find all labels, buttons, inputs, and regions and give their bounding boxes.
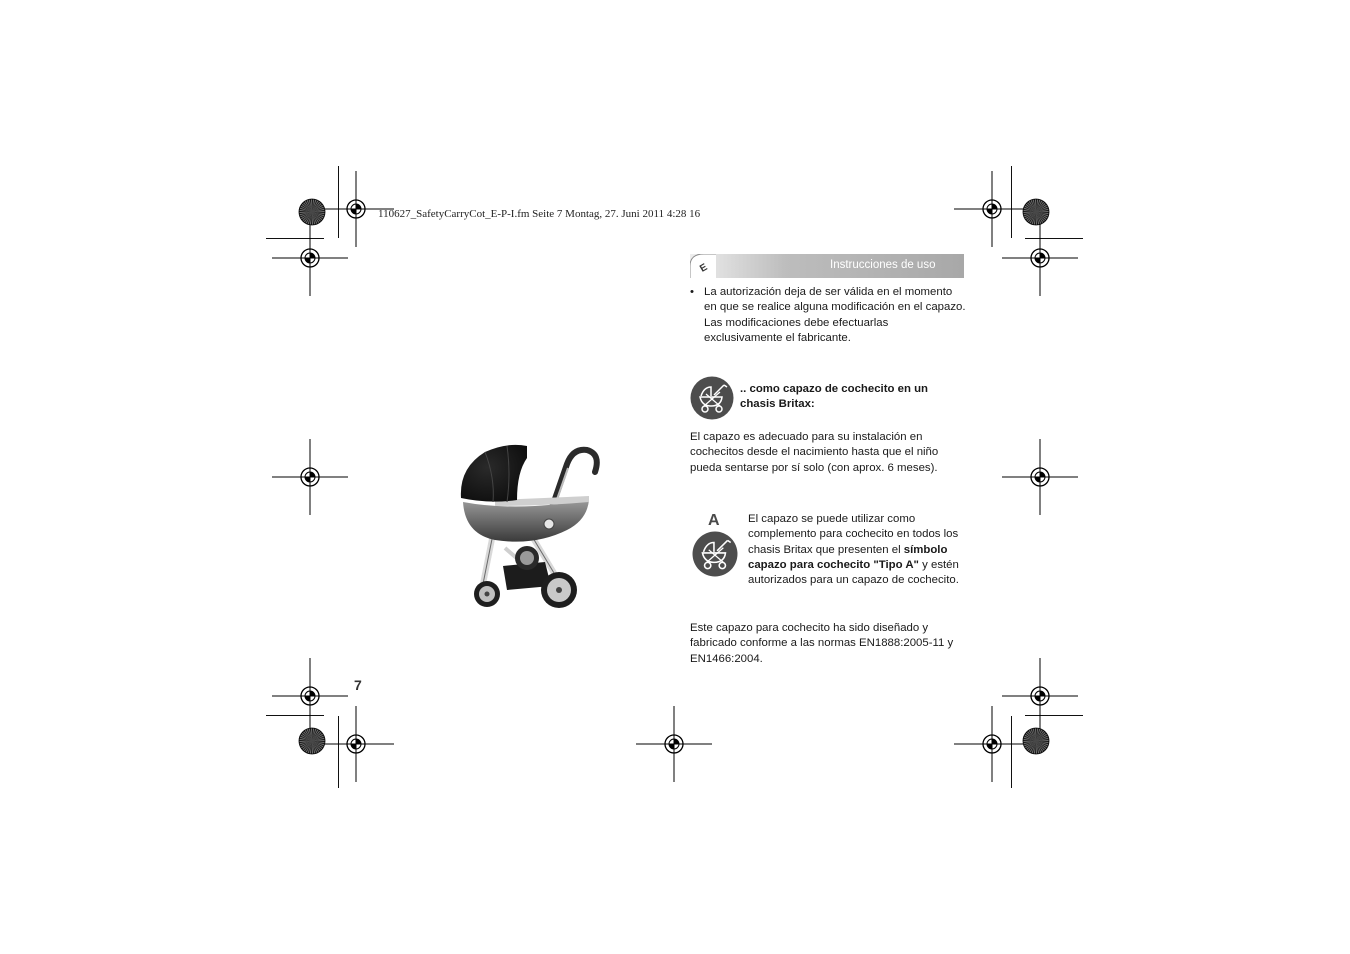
bullet-marker: • (690, 286, 694, 298)
type-a-text-after: y estén autorizados para un capazo de cochecito. (748, 558, 959, 587)
paragraph-norms: Este capazo para cochecito ha sido diseñado y fabricado conforme a las normas EN1888:2005-11 y EN1466:2004. (690, 622, 954, 665)
bullet-text: La autorización deja de ser válida en el momento en que se realice alguna modificación en el capazo. Las modificaciones debe efectuarlas exclusivamente el fabricante. (704, 286, 966, 344)
section-title: Instrucciones de uso (830, 259, 936, 271)
starburst-calibration-icon (1022, 727, 1050, 755)
pram-type-a-icon (692, 531, 738, 577)
type-a-text-bold: símbolo capazo para cochecito "Tipo A" (748, 543, 948, 571)
section-heading: .. como capazo de cochecito en un chasis Britax: (740, 383, 928, 411)
type-a-badge-letter: A (708, 512, 720, 529)
bullet-item (690, 285, 966, 346)
starburst-calibration-icon (298, 727, 326, 755)
page-number: 7 (354, 677, 362, 693)
language-tab-icon (690, 254, 716, 278)
starburst-calibration-icon (298, 198, 326, 226)
crosshair-registration-icon (1000, 218, 1080, 298)
carry-cot-stroller-illustration (455, 438, 611, 614)
type-a-text-before: El capazo se puede utilizar como complemento para cochecito en todos los chasis Britax que presenten el (748, 513, 959, 556)
crosshair-registration-icon (952, 704, 1032, 784)
paragraph-suitability: El capazo es adecuado para su instalación en cochecitos desde el nacimiento hasta que el niño pueda sentarse por sí solo (con aprox. 6 meses). (690, 431, 939, 474)
crosshair-registration-icon (270, 437, 350, 517)
starburst-calibration-icon (1022, 198, 1050, 226)
crosshair-registration-icon (1000, 437, 1080, 517)
pram-on-chassis-icon (690, 376, 734, 420)
crosshair-registration-icon (270, 218, 350, 298)
crosshair-registration-icon (634, 704, 714, 784)
type-a-note (748, 512, 962, 588)
language-code: E (698, 261, 710, 275)
crosshair-registration-icon (316, 704, 396, 784)
file-slug-line: 110627_SafetyCarryCot_E-P-I.fm Seite 7 Montag, 27. Juni 2011 4:28 16 (378, 208, 701, 220)
